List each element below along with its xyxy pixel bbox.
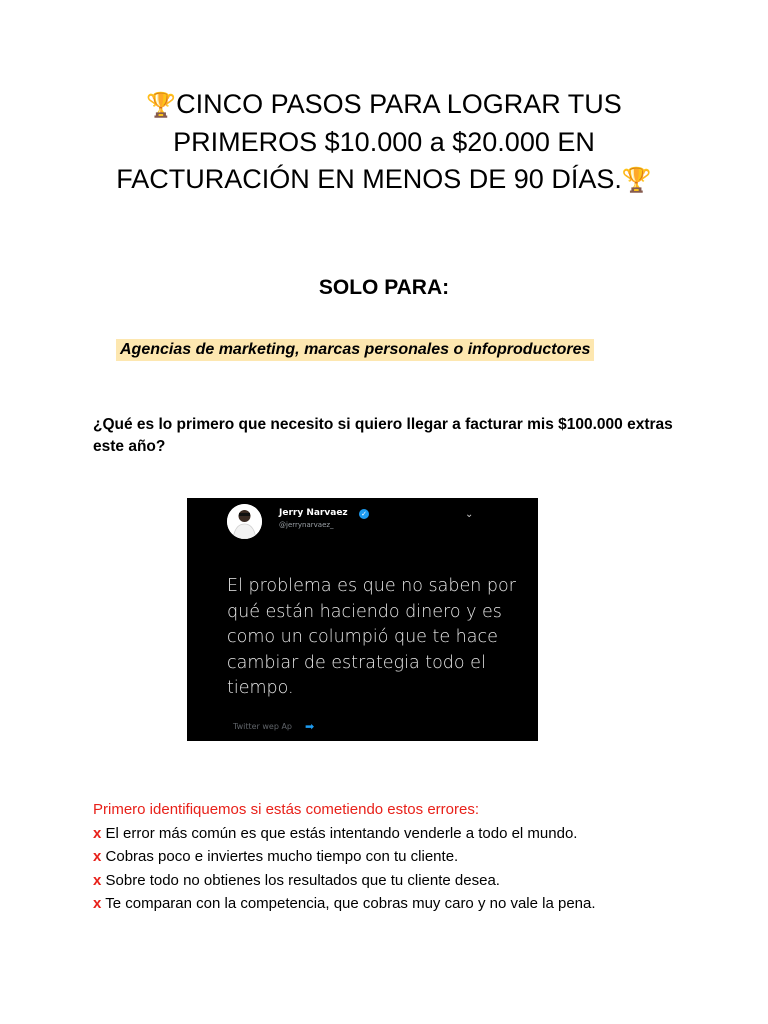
page-title <box>84 86 684 199</box>
error-item-text: Cobras poco e inviertes mucho tiempo con tu cliente. <box>105 848 459 865</box>
subtitle: SOLO PARA: <box>318 276 450 299</box>
x-mark-icon: x <box>93 895 102 912</box>
arrow-right-icon: ➡ <box>305 720 315 733</box>
tweet-author-name: Jerry Narvaez <box>279 508 348 518</box>
x-mark-icon: x <box>93 848 102 865</box>
chevron-down-icon: ⌄ <box>465 509 474 520</box>
verified-badge-icon: ✓ <box>359 509 369 519</box>
tweet-footer: Twitter wep Ap <box>233 722 292 731</box>
tweet-image <box>187 498 538 741</box>
audience-highlight: Agencias de marketing, marcas personales o infoproductores <box>116 339 594 361</box>
tweet-text: El problema es que no saben por qué están haciendo dinero y es como un columpió que te hace cambiar de estrategia todo el tiempo. <box>227 576 516 698</box>
tweet-author-handle: @jerrynarvaez_ <box>279 521 334 529</box>
error-item-text: Sobre todo no obtienes los resultados que tu cliente desea. <box>105 871 500 889</box>
list-item <box>93 892 733 916</box>
x-mark-icon: x <box>93 871 102 889</box>
errors-intro: Primero identifiquemos si estás cometiendo estos errores: <box>93 801 480 818</box>
avatar <box>227 504 262 539</box>
trophy-icon: 🏆 <box>146 91 177 119</box>
trophy-icon: 🏆 <box>621 166 652 194</box>
list-item <box>93 822 733 846</box>
list-item <box>93 869 733 893</box>
error-item-text: Te comparan con la competencia, que cobras muy caro y no vale la pena. <box>105 895 596 912</box>
list-item <box>93 845 733 869</box>
title-text: CINCO PASOS PARA LOGRAR TUS PRIMEROS $10.000 a $20.000 EN FACTURACIÓN EN MENOS DE 90 DÍAS. <box>116 89 622 194</box>
errors-section <box>93 798 733 916</box>
x-mark-icon: x <box>93 824 102 842</box>
question-text: ¿Qué es lo primero que necesito si quiero llegar a facturar mis $100.000 extras este año? <box>93 416 673 455</box>
error-item-text: El error más común es que estás intentando venderle a todo el mundo. <box>105 824 578 842</box>
